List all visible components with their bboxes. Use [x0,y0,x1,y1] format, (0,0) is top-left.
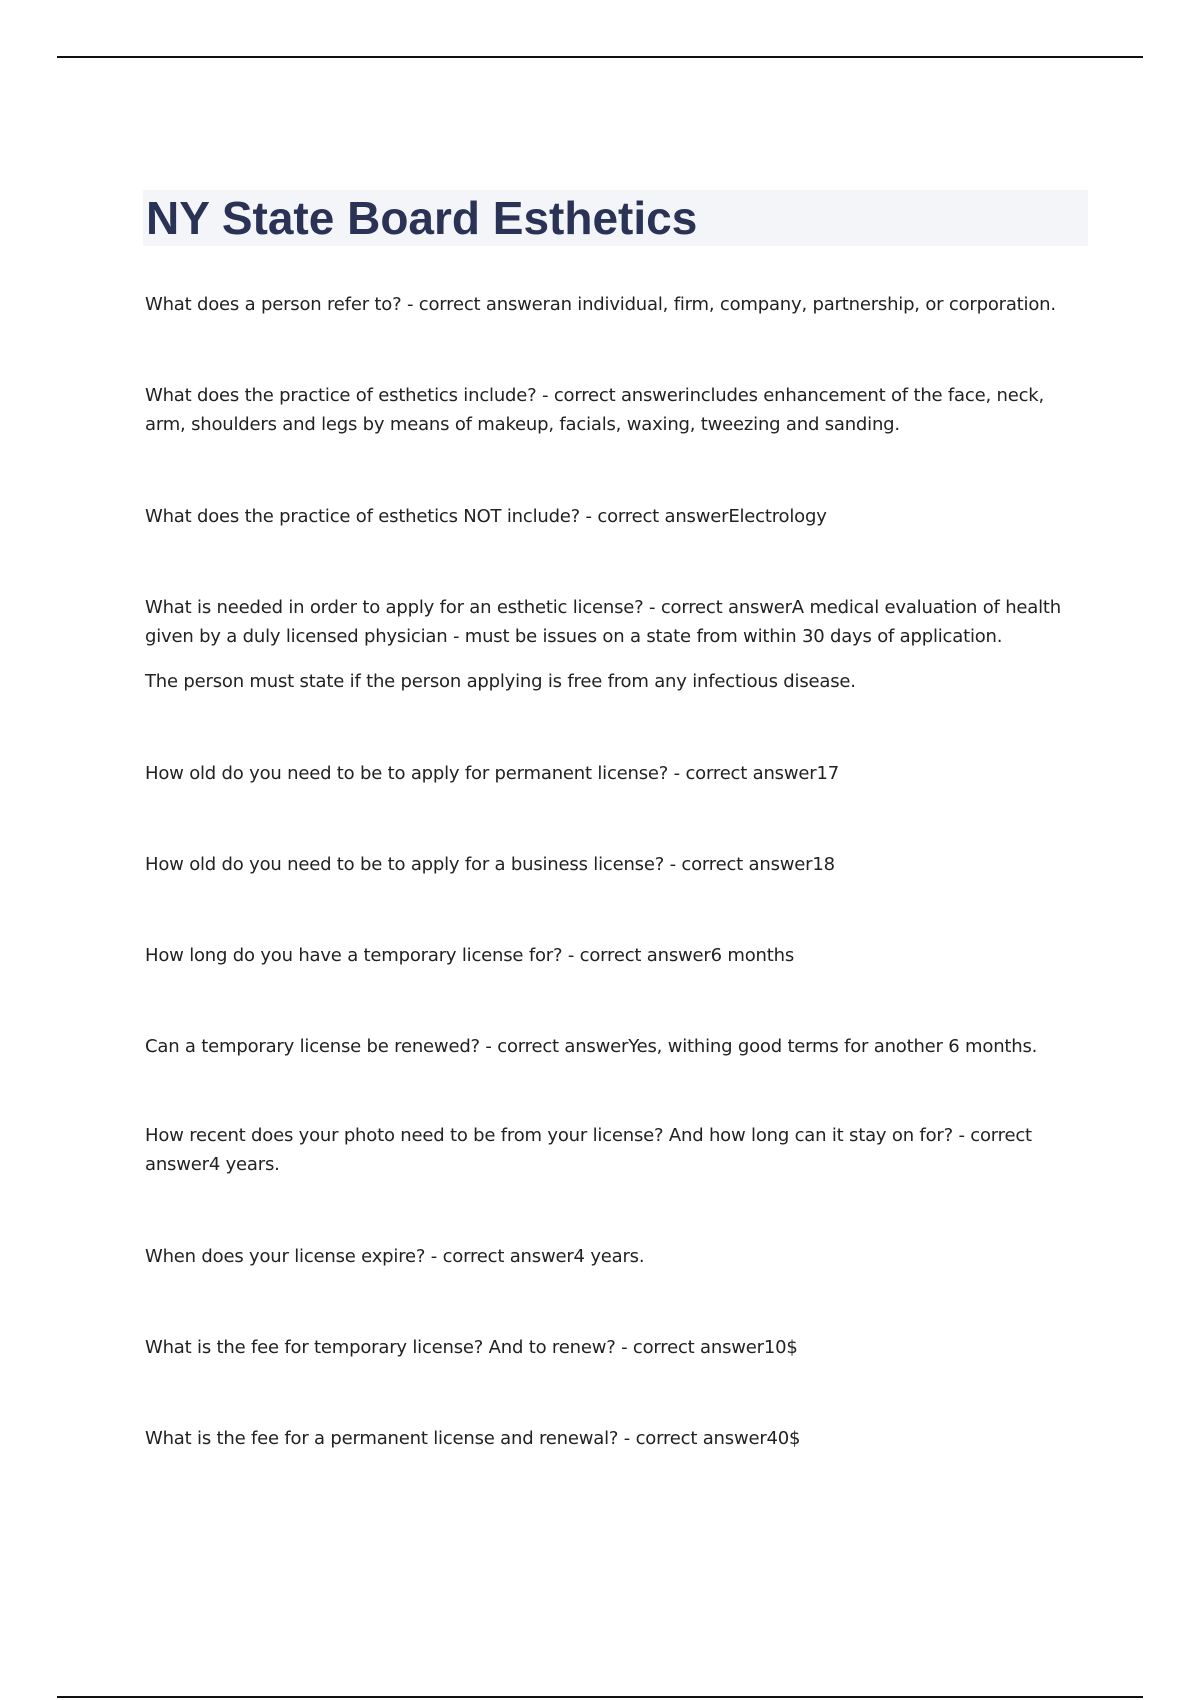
document-title: NY State Board Esthetics [146,192,698,244]
qa-text: What is needed in order to apply for an esthetic license? - correct answerA medical evaluation of health given by a duly licensed physician - must be issues on a state from within 30 days of application. [145,597,1061,647]
qa-text: How long do you have a temporary license for? - correct answer6 months [145,945,794,966]
qa-entry [145,381,1090,439]
qa-text: What is the fee for temporary license? And to renew? - correct answer10$ [145,1337,798,1358]
qa-text: What does a person refer to? - correct answeran individual, firm, company, partnership, or corporation. [145,294,1056,315]
qa-entry [145,1121,1090,1179]
qa-entry [145,1242,1090,1271]
qa-text: How old do you need to be to apply for permanent license? - correct answer17 [145,763,839,784]
qa-text: What does the practice of esthetics NOT include? - correct answerElectrology [145,506,827,527]
qa-text: How recent does your photo need to be from your license? And how long can it stay on for? - correct answer4 years. [145,1125,1032,1175]
qa-entry [145,593,1090,696]
qa-text-continued: The person must state if the person applying is free from any infectious disease. [145,671,856,692]
qa-entry [145,759,1090,788]
qa-text: How old do you need to be to apply for a business license? - correct answer18 [145,854,835,875]
top-divider [57,56,1143,58]
qa-entry [145,850,1090,879]
qa-text: Can a temporary license be renewed? - correct answerYes, withing good terms for another 6 months. [145,1036,1038,1057]
qa-entry [145,1032,1090,1061]
qa-text: What is the fee for a permanent license and renewal? - correct answer40$ [145,1428,801,1449]
qa-entry [145,290,1090,319]
qa-entry [145,502,1090,531]
qa-entry [145,941,1090,970]
qa-text: When does your license expire? - correct answer4 years. [145,1246,645,1267]
qa-entry [145,1424,1090,1453]
bottom-divider [57,1696,1143,1698]
qa-entry [145,1333,1090,1362]
qa-text: What does the practice of esthetics include? - correct answerincludes enhancement of the face, neck, arm, shoulders and legs by means of makeup, facials, waxing, tweezing and sanding. [145,385,1045,435]
